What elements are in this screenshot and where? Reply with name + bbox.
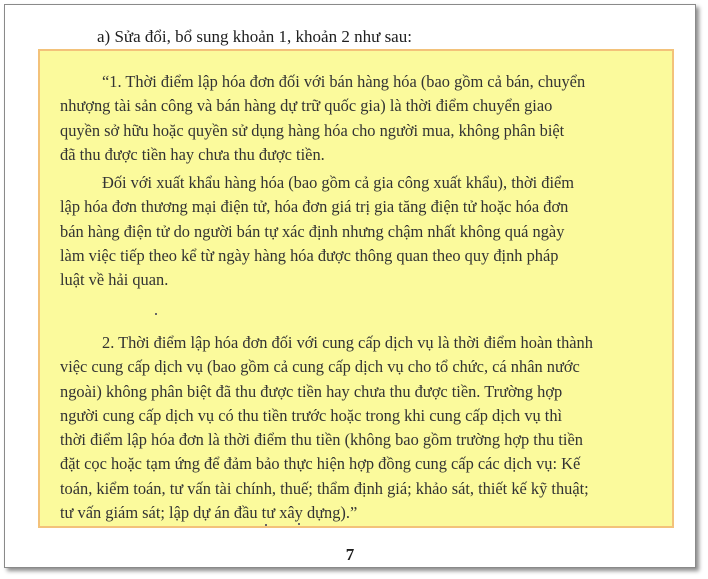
page-number: 7 <box>345 545 355 564</box>
text-line: ngoài) không phân biệt đã thu được tiền hay chưa thu được tiền. Trường hợp <box>60 381 563 401</box>
text-line: thời điểm lập hóa đơn là thời điểm thu tiền (không bao gồm trường hợp thu tiền <box>60 430 583 450</box>
text-line: quyền sở hữu hoặc quyền sử dụng hàng hóa cho người mua, không phân biệt <box>60 120 565 140</box>
text-line: lập hóa đơn thương mại điện tử, hóa đơn giá trị gia tăng điện tử hoặc hóa đơn <box>60 197 569 217</box>
text-line: Đối với xuất khẩu hàng hóa (bao gồm cả gia công xuất khẩu), thời điểm <box>102 173 575 192</box>
text-line: làm việc tiếp theo kể từ ngày hàng hóa được thông quan theo quy định pháp <box>60 245 559 265</box>
text-line: “1. Thời điểm lập hóa đơn đối với bán hàng hóa (bao gồm cả bán, chuyển <box>102 72 586 91</box>
document-page <box>4 4 696 568</box>
text-line: việc cung cấp dịch vụ (bao gồm cả cung cấp dịch vụ cho tổ chức, cá nhân nước <box>60 357 580 377</box>
paragraph-goods-invoice-timing <box>60 70 668 167</box>
text-line: đặt cọc hoặc tạm ứng để đảm bảo thực hiện hợp đồng cung cấp các dịch vụ: Kế <box>60 454 581 474</box>
amendment-heading: a) Sửa đổi, bổ sung khoản 1, khoản 2 như sau: <box>97 27 412 46</box>
text-line: 2. Thời điểm lập hóa đơn đối với cung cấp dịch vụ là thời điểm hoàn thành <box>102 333 593 352</box>
text-line: tư vấn giám sát; lập dự án đầu tư xây dựng).” <box>60 503 358 523</box>
highlighted-quote-box <box>38 49 674 528</box>
scan-speck <box>298 523 300 525</box>
text-line: người cung cấp dịch vụ có thu tiền trước hoặc trong khi cung cấp dịch vụ thì <box>60 405 563 425</box>
paragraph-service-invoice-timing <box>60 331 668 525</box>
text-line: toán, kiểm toán, tư vấn tài chính, thuế; thẩm định giá; khảo sát, thiết kế kỹ thuật; <box>60 478 589 498</box>
paragraph-export-invoice-timing <box>60 171 668 292</box>
text-line: đã thu được tiền hay chưa thu được tiền. <box>60 144 325 164</box>
scan-speck <box>155 313 157 315</box>
text-line: nhượng tài sản công và bán hàng dự trữ quốc gia) là thời điểm chuyển giao <box>60 96 553 116</box>
text-line: bán hàng điện tử do người bán tự xác định nhưng chậm nhất không quá ngày <box>60 221 565 241</box>
scan-speck <box>265 524 267 526</box>
text-line: luật về hải quan. <box>60 270 169 290</box>
